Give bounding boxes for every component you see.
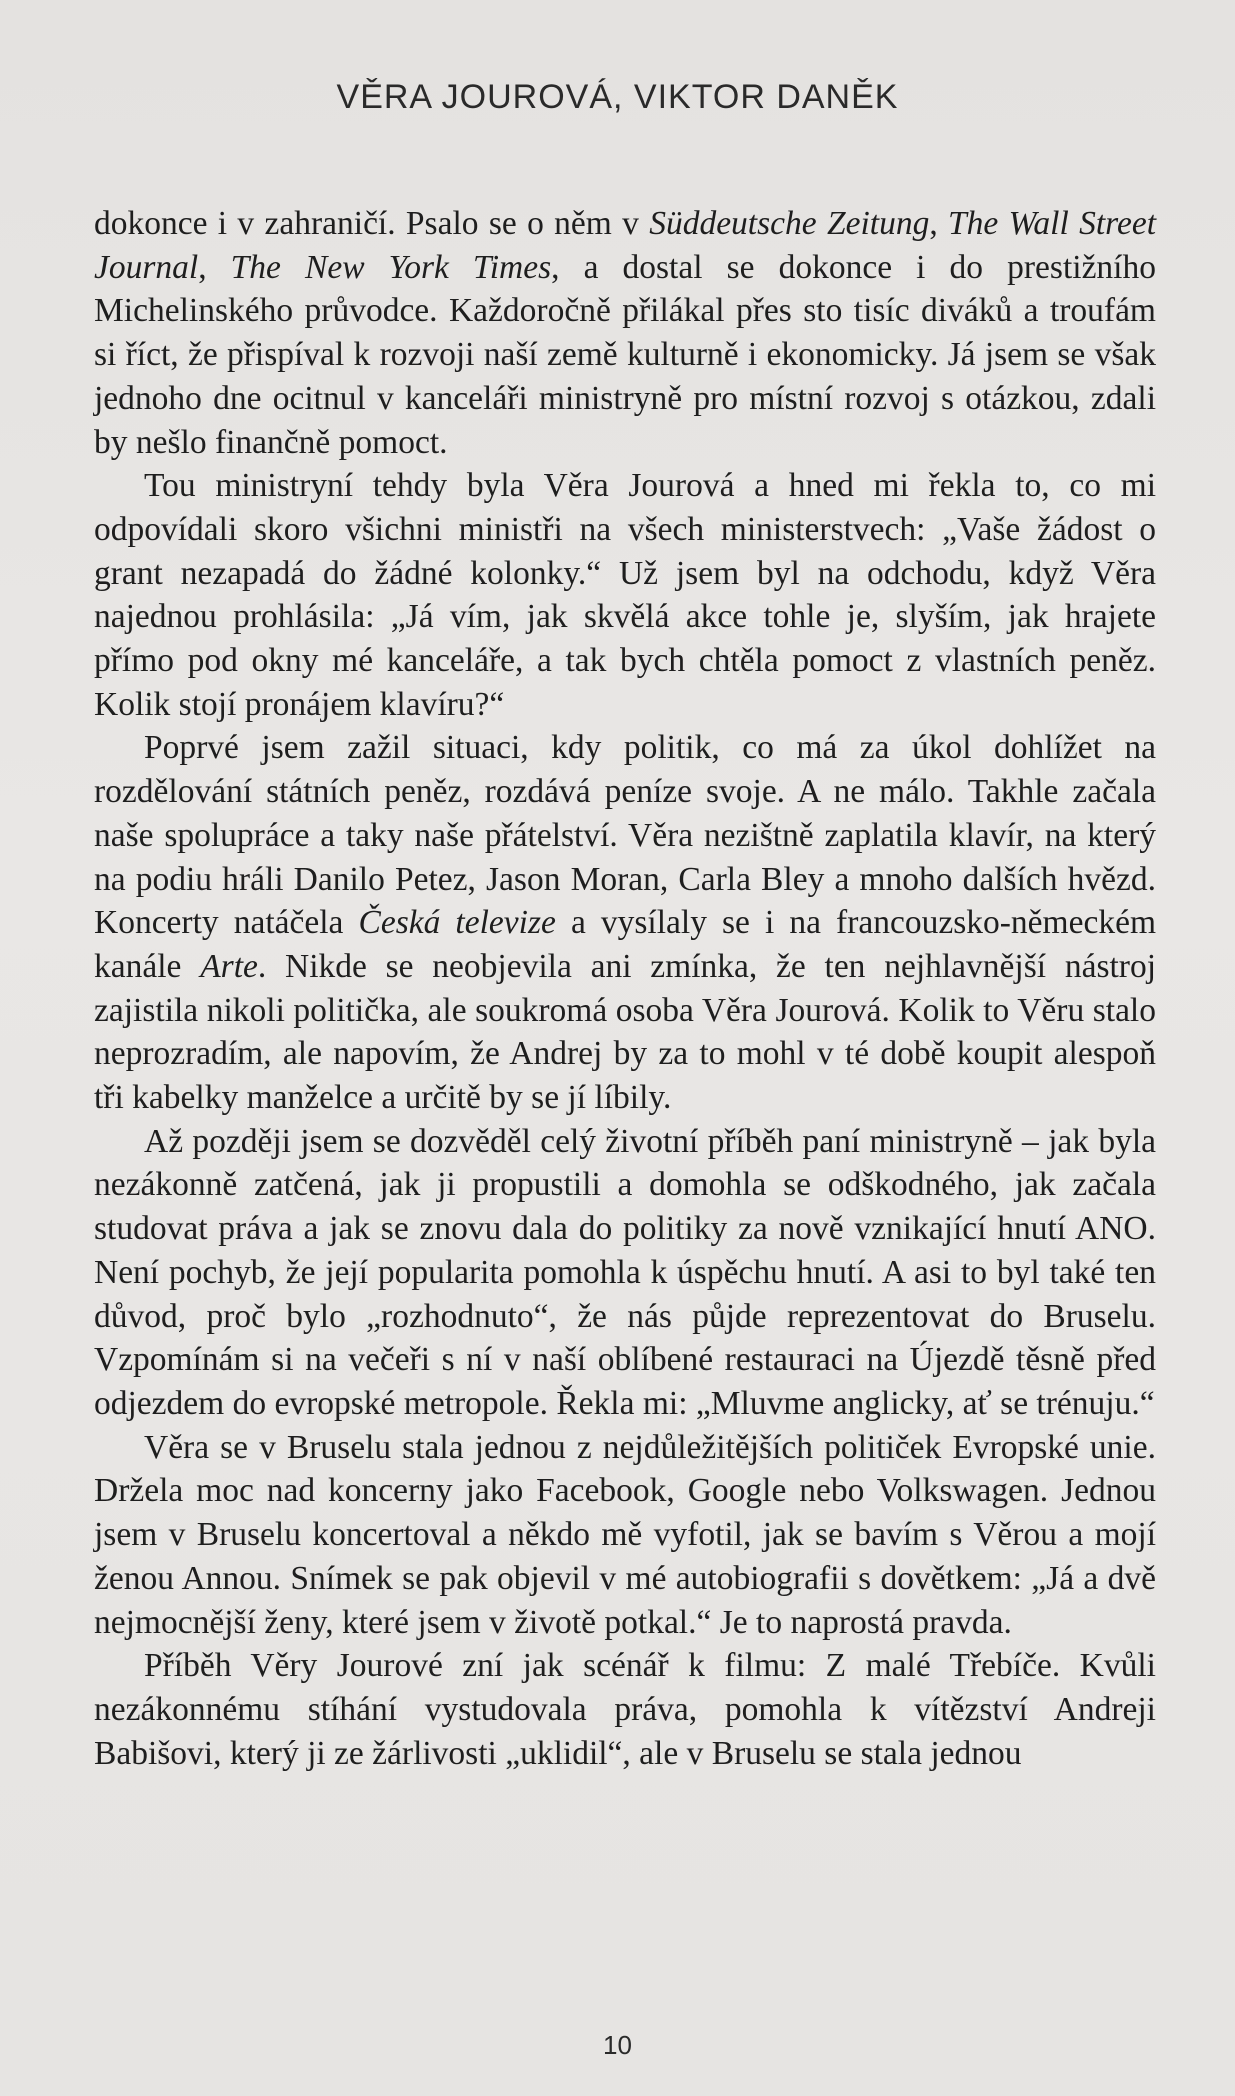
text-run: Tou ministryní tehdy byla Věra Jourová a hned mi řekla to, co mi odpovídali skoro všichni ministři na všech ministerstvech: „Vaše žádost o grant nezapadá do žádné kolonky.“ Už jsem byl na odchodu, když Věra najednou prohlásila: „Já vím, jak skvělá akce tohle je, slyším, jak hrajete přímo pod okny mé kanceláře, a tak bych chtěla pomoct z vlastních peněz. Kolik stojí pronájem klavíru?“ bbox=[94, 467, 1156, 723]
italic-title: Arte bbox=[200, 947, 258, 985]
paragraph bbox=[94, 202, 1156, 464]
text-run: , bbox=[929, 205, 949, 242]
italic-title: Česká televize bbox=[358, 904, 556, 942]
text-run: . Nikde se neobjevila ani zmínka, že ten nejhlavnější nástroj zajistila nikoli politička, ale soukromá osoba Věra Jourová. Kolik to Věru stalo neprozradím, ale napovím, že Andrej by za to mohl v té době koupit alespoň tři kabelky manželce a určitě by se jí líbily. bbox=[94, 947, 1157, 1117]
running-header: VĚRA JOUROVÁ, VIKTOR DANĚK bbox=[336, 78, 899, 116]
text-run: a vysílaly se i na francouzsko-německém kanále bbox=[94, 904, 1157, 985]
italic-title: The New York Times bbox=[230, 248, 552, 286]
text-run: Poprvé jsem zažil situaci, kdy politik, co má za úkol dohlížet na rozdělování státních peněz, rozdává peníze svoje. A ne málo. Takhle začala naše spolupráce a taky naše přátelství. Věra nezištně zaplatila klavír, na který na podiu hráli Danilo Petez, Jason Moran, Carla Bley a mnoho dalších hvězd. Koncerty natáčela bbox=[94, 729, 1156, 942]
paragraph bbox=[94, 1426, 1156, 1645]
paragraph bbox=[94, 726, 1156, 1119]
paragraph bbox=[94, 1120, 1156, 1426]
italic-title: The Wall Street Journal bbox=[94, 205, 1157, 286]
text-run: Příběh Věry Jourové zní jak scénář k filmu: Z malé Třebíče. Kvůli nezákonnému stíhání vystudovala práva, pomohla k vítězství Andreji Babišovi, který ji ze žárlivosti „uklidil“, ale v Bruselu se stala jednou bbox=[94, 1647, 1156, 1772]
body-text bbox=[94, 202, 1156, 1775]
paragraph bbox=[94, 464, 1156, 726]
text-run: Až později jsem se dozvěděl celý životní příběh paní ministryně – jak byla nezákonně zatčená, jak ji propustili a domohla se odškodného, jak začala studovat práva a jak se znovu dala do politiky za nově vznikající hnutí ANO. Není pochyb, že její popularita pomohla k úspěchu hnutí. A asi to byl také ten důvod, proč bylo „rozhodnuto“, že nás půjde reprezentovat do Bruselu. Vzpomínám si na večeři s ní v naší oblíbené restauraci na Újezdě těsně před odjezdem do evropské metropole. Řekla mi: „Mluvme anglicky, ať se trénuju.“ bbox=[94, 1122, 1156, 1422]
paragraph bbox=[94, 1644, 1156, 1775]
italic-title: Süddeutsche Zeitung bbox=[649, 205, 930, 242]
page-number: 10 bbox=[603, 2030, 632, 2060]
text-run: Věra se v Bruselu stala jednou z nejdůležitějších političek Evropské unie. Držela moc nad koncerny jako Facebook, Google nebo Volkswagen. Jednou jsem v Bruselu koncertoval a někdo mě vyfotil, jak se bavím s Věrou a mojí ženou Annou. Snímek se pak objevil v mé autobiografii s dovětkem: „Já a dvě nejmocnější ženy, které jsem v životě potkal.“ Je to naprostá pravda. bbox=[94, 1428, 1156, 1641]
text-run: dokonce i v zahraničí. Psalo se o něm v bbox=[94, 205, 650, 242]
text-run: , a dostal se dokonce i do prestižního Michelinského průvodce. Každoročně přilákal přes sto tisíc diváků a troufám si říct, že přispíval k rozvoji naší země kulturně i ekonomicky. Já jsem se však jednoho dne ocitnul v kanceláři ministryně pro místní rozvoj s otázkou, zdali by nešlo finančně pomoct. bbox=[94, 248, 1156, 461]
text-run: , bbox=[198, 248, 231, 286]
